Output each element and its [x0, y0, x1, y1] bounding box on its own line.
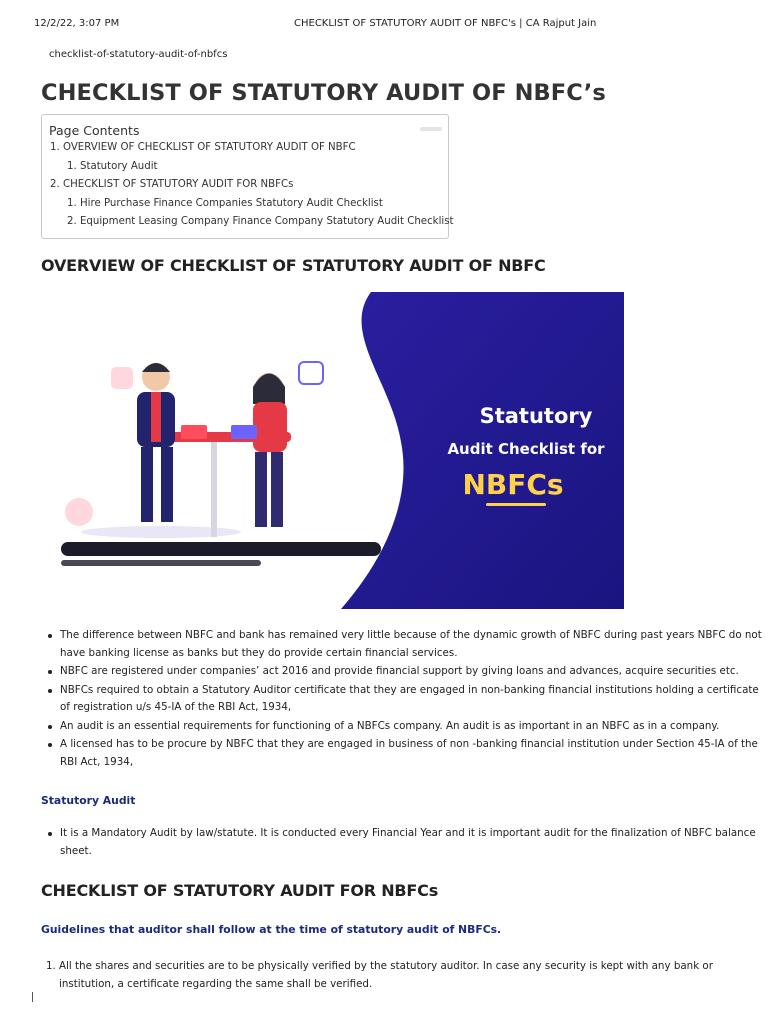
- checkmark-card-icon: [299, 362, 323, 384]
- list-item: NBFC are registered under companies’ act 2016 and provide financial support by giving loans and advances, acquire securities etc.: [58, 663, 762, 681]
- hero-line-1: Statutory: [479, 404, 593, 428]
- print-datetime: 12/2/22, 3:07 PM: [34, 18, 120, 29]
- toc-toggle-icon[interactable]: [420, 127, 442, 131]
- toc-link[interactable]: Statutory Audit: [79, 161, 158, 172]
- toc-link[interactable]: OVERVIEW OF CHECKLIST OF STATUTORY AUDIT OF NBFC: [62, 142, 356, 153]
- toc-link[interactable]: Hire Purchase Finance Companies Statutory Audit Checklist: [79, 198, 383, 209]
- list-item: It is a Mandatory Audit by law/statute. It is conducted every Financial Year and it is important audit for the finalization of NBFC balance sheet.: [58, 825, 762, 860]
- desk-shadow-2: [61, 560, 261, 566]
- table-of-contents: [41, 114, 454, 239]
- profile-bubble-icon: [65, 498, 93, 526]
- toc-heading: Page Contents: [49, 123, 140, 138]
- toc-item-equipment-leasing[interactable]: 2. Equipment Leasing Company Finance Company Statutory Audit Checklist: [67, 216, 454, 227]
- list-item: A licensed has to be procure by NBFC that they are engaged in business of non -banking financial institution under Section 45-IA of the RBI Act, 1934,: [58, 736, 762, 771]
- list-item: NBFCs required to obtain a Statutory Auditor certificate that they are engaged in non-banking financial institutions holding a certificate of registration u/s 45-IA of the RBI Act, 1934,: [58, 682, 762, 717]
- hero-illustration: [41, 292, 624, 609]
- list-item: The difference between NBFC and bank has remained very little because of the dynamic growth of NBFC during past years NBFC do not have banking license as banks but they do provide certain financial services.: [58, 627, 762, 662]
- toc-link[interactable]: CHECKLIST OF STATUTORY AUDIT FOR NBFCs: [62, 179, 294, 190]
- checklist-heading: CHECKLIST OF STATUTORY AUDIT FOR NBFCs: [41, 881, 439, 900]
- guidelines-heading: Guidelines that auditor shall follow at the time of statutory audit of NBFCs.: [41, 923, 502, 936]
- hero-banner-image: [41, 292, 624, 609]
- statutory-audit-bullets: [58, 825, 762, 861]
- toc-item-checklist[interactable]: 2. CHECKLIST OF STATUTORY AUDIT FOR NBFCs: [50, 179, 294, 190]
- print-page-title: CHECKLIST OF STATUTORY AUDIT OF NBFC's | CA Rajput Jain: [294, 18, 597, 29]
- list-item: An audit is an essential requirements for functioning of a NBFCs company. An audit is as important in an NBFC as in a company.: [58, 718, 762, 736]
- toc-item-overview[interactable]: 1. OVERVIEW OF CHECKLIST OF STATUTORY AUDIT OF NBFC: [50, 142, 356, 153]
- page-title: CHECKLIST OF STATUTORY AUDIT OF NBFC’s: [41, 80, 606, 106]
- checklist-items: [46, 958, 758, 993]
- hero-line-3: NBFCs: [462, 468, 564, 501]
- toc-item-statutory-audit[interactable]: 1. Statutory Audit: [67, 161, 158, 172]
- statutory-audit-heading: Statutory Audit: [41, 794, 136, 807]
- overview-heading: OVERVIEW OF CHECKLIST OF STATUTORY AUDIT OF NBFC: [41, 256, 546, 275]
- url-slug: checklist-of-statutory-audit-of-nbfcs: [49, 49, 228, 60]
- overview-bullets: [58, 627, 762, 772]
- toc-link[interactable]: Equipment Leasing Company Finance Company Statutory Audit Checklist: [79, 216, 454, 227]
- toc-item-hire-purchase[interactable]: 1. Hire Purchase Finance Companies Statutory Audit Checklist: [67, 198, 383, 209]
- desk-shadow: [61, 542, 381, 556]
- hero-underline: [486, 503, 546, 506]
- laptop-icon: [181, 425, 207, 439]
- list-item: 1. All the shares and securities are to be physically verified by the statutory auditor. In case any security is kept with any bank or institution, a certificate regarding the same shall be verified.: [46, 960, 713, 990]
- user-card-icon: [111, 367, 133, 389]
- page-edge-mark: [32, 992, 33, 1002]
- hero-line-2: Audit Checklist for: [447, 440, 605, 458]
